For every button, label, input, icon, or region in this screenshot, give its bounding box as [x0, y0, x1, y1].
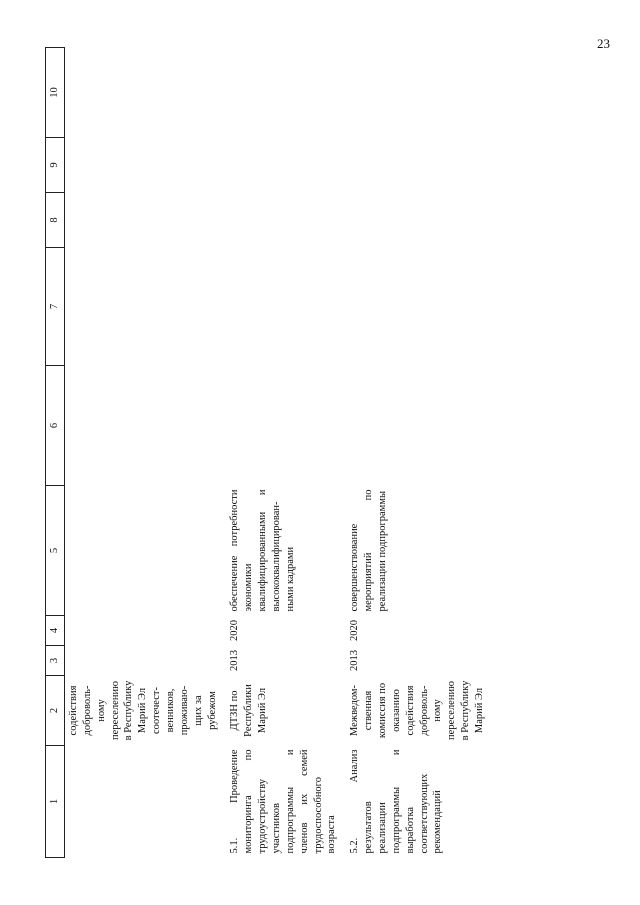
- executor-cell: содействия доброволь- ному переселению в Республику Марий Эл соотечест- венников, проживаю- щих за рубежом: [68, 680, 218, 741]
- executor-cell: ДТЗН по Республики Марий Эл: [229, 684, 269, 737]
- column-header: 3: [46, 646, 65, 676]
- activity-cell: [65, 746, 226, 858]
- activity-cell: 5.1. Проведение мониторинга по трудоустройству участников подпрограммы и членов их семей трудоспособного возраста: [229, 749, 338, 854]
- table-row: [225, 48, 345, 858]
- start-year-cell: 2013: [229, 650, 241, 671]
- executor-cell: Межведом- ственная комиссия по оказанию содействия доброволь- ному переселению в Республику Марий Эл: [349, 680, 486, 741]
- table-row: [345, 48, 493, 858]
- rotated-table-container: [45, 48, 625, 858]
- end-year-cell: 2020: [229, 620, 241, 641]
- result-cell: совершенствование мероприятий по реализации подпрограммы: [349, 489, 389, 612]
- end-year-cell: 2020: [349, 620, 361, 641]
- start-year-cell: 2013: [349, 650, 361, 671]
- column-header: 2: [46, 676, 65, 746]
- column-header: 6: [46, 366, 65, 486]
- column-header: 7: [46, 248, 65, 366]
- plan-table: [45, 47, 493, 858]
- activity-cell: 5.2. Анализ результатов реализации подпрограммы и выработка соответствующих рекомендаций: [349, 749, 444, 854]
- column-header: 4: [46, 616, 65, 646]
- column-header: 9: [46, 138, 65, 193]
- column-header: 10: [46, 48, 65, 138]
- result-cell: [65, 486, 226, 616]
- start-year-cell: [65, 646, 226, 676]
- end-year-cell: [65, 616, 226, 646]
- column-number-header: [46, 48, 65, 858]
- column-header: 8: [46, 193, 65, 248]
- table-row: [65, 48, 226, 858]
- column-header: 1: [46, 746, 65, 858]
- result-cell: обеспечение потребности экономики квалифицированными и высококвалифицирован- ными кадрами: [229, 489, 296, 612]
- page-number: 23: [597, 36, 610, 51]
- column-header: 5: [46, 486, 65, 616]
